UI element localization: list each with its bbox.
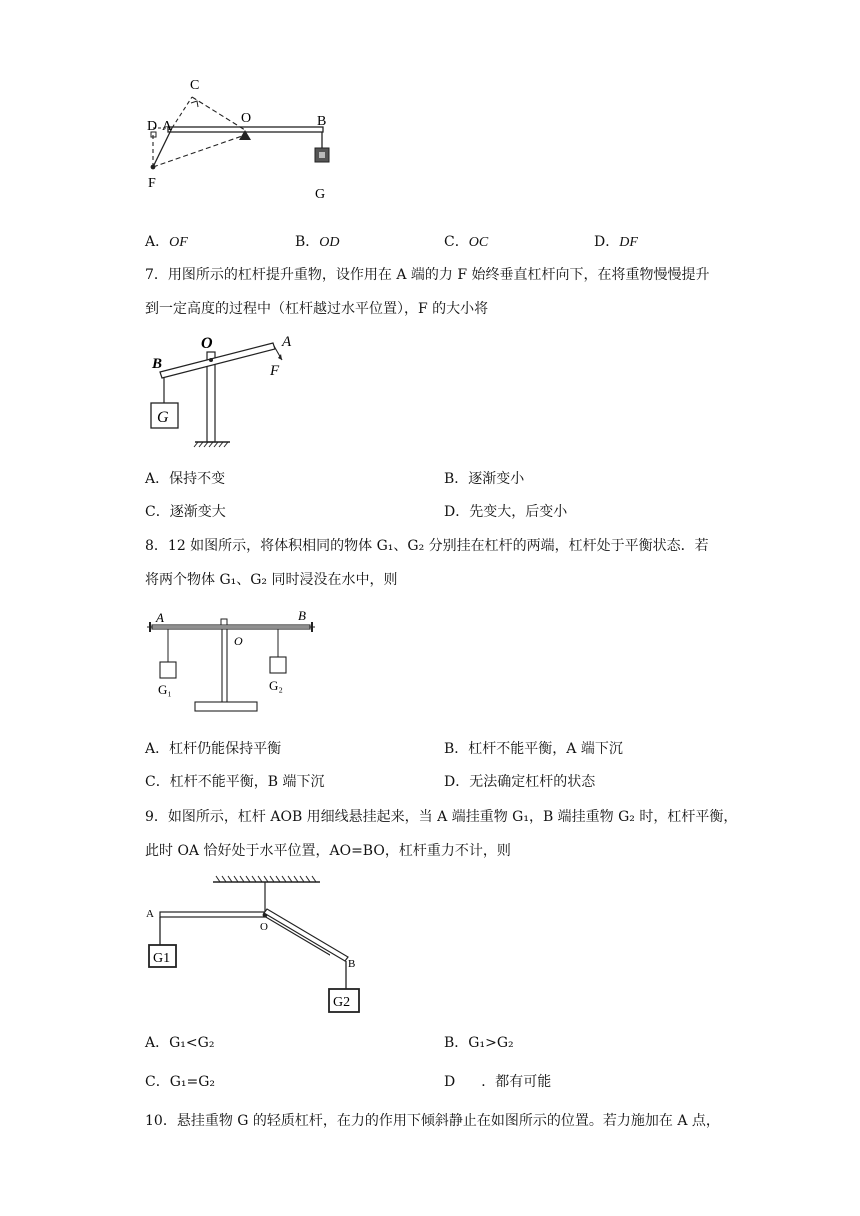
q8-lever-figure xyxy=(140,604,330,716)
q9-label-g2: G2 xyxy=(333,995,351,1010)
q9-label-b: B xyxy=(348,958,356,970)
q6-label-a: A xyxy=(162,119,173,134)
q9-label-g1: G1 xyxy=(153,951,171,966)
q7-label-g: G xyxy=(157,409,169,426)
q9-option-b[interactable]: B．G₁>G₂ xyxy=(444,1035,514,1051)
q6-label-c: C xyxy=(190,78,200,93)
q8-label-o: O xyxy=(234,634,243,648)
q7-label-f: F xyxy=(270,363,280,379)
q6-label-b: B xyxy=(317,114,327,129)
q6-label-f: F xyxy=(148,176,156,191)
q8-option-c[interactable]: C．杠杆不能平衡，B 端下沉 xyxy=(145,774,325,790)
q10-stem-line1: 10．悬挂重物 G 的轻质杠杆，在力的作用下倾斜静止在如图所示的位置。若力施加在 A 点， xyxy=(145,1113,720,1129)
q6-label-g: G xyxy=(315,187,326,202)
q9-option-a[interactable]: A．G₁<G₂ xyxy=(145,1035,215,1051)
q7-label-o: O xyxy=(201,335,213,352)
q9-stem-line2: 此时 OA 恰好处于水平位置，AO=BO，杠杆重力不计，则 xyxy=(145,843,511,859)
q9-lever-figure-right xyxy=(260,905,370,1017)
q7-option-b[interactable]: B．逐渐变小 xyxy=(444,471,525,487)
q6-option-d[interactable]: D．DF xyxy=(594,234,638,250)
q7-option-a[interactable]: A．保持不变 xyxy=(145,471,226,487)
q6-option-c[interactable]: C．OC xyxy=(444,234,489,250)
q8-option-a[interactable]: A．杠杆仍能保持平衡 xyxy=(145,741,282,757)
q7-label-b: B xyxy=(152,356,163,372)
q7-option-c[interactable]: C．逐渐变大 xyxy=(145,504,226,520)
q9-option-c[interactable]: C．G₁=G₂ xyxy=(145,1074,216,1090)
q8-option-b[interactable]: B．杠杆不能平衡，A 端下沉 xyxy=(444,741,623,757)
q7-option-d[interactable]: D．先变大，后变小 xyxy=(444,504,568,520)
q8-label-b: B xyxy=(298,608,306,623)
q6-lever-figure xyxy=(140,70,340,205)
q9-label-o: O xyxy=(260,921,268,933)
q7-lever-figure xyxy=(140,332,310,452)
q9-stem-line1: 9．如图所示，杠杆 AOB 用细线悬挂起来，当 A 端挂重物 G₁，B 端挂重物 G₂ 时，杠杆平衡， xyxy=(145,809,738,825)
q8-label-g1: G₁ xyxy=(158,682,172,697)
q8-label-a: A xyxy=(156,610,164,625)
q6-option-b[interactable]: B．OD xyxy=(295,234,340,250)
q6-label-d: D xyxy=(147,119,158,134)
q7-label-a: A xyxy=(282,334,292,350)
q7-stem-line1: 7．用图所示的杠杆提升重物，设作用在 A 端的力 F 始终垂直杠杆向下，在将重物慢慢提升 xyxy=(145,267,710,283)
q8-stem-line2: 将两个物体 G₁、G₂ 同时浸没在水中，则 xyxy=(145,572,398,588)
q9-label-a: A xyxy=(146,908,154,920)
q8-label-g2: G₂ xyxy=(269,678,283,693)
q6-label-o: O xyxy=(241,111,252,126)
q7-stem-line2: 到一定高度的过程中（杠杆越过水平位置），F 的大小将 xyxy=(145,301,489,317)
q6-option-a[interactable]: A．OF xyxy=(145,234,188,250)
q8-stem-line1: 8．12 如图所示，将体积相同的物体 G₁、G₂ 分别挂在杠杆的两端，杠杆处于平衡状态．若 xyxy=(145,538,709,554)
q8-option-d[interactable]: D．无法确定杠杆的状态 xyxy=(444,774,596,790)
q9-option-d[interactable]: D ．都有可能 xyxy=(444,1074,552,1090)
